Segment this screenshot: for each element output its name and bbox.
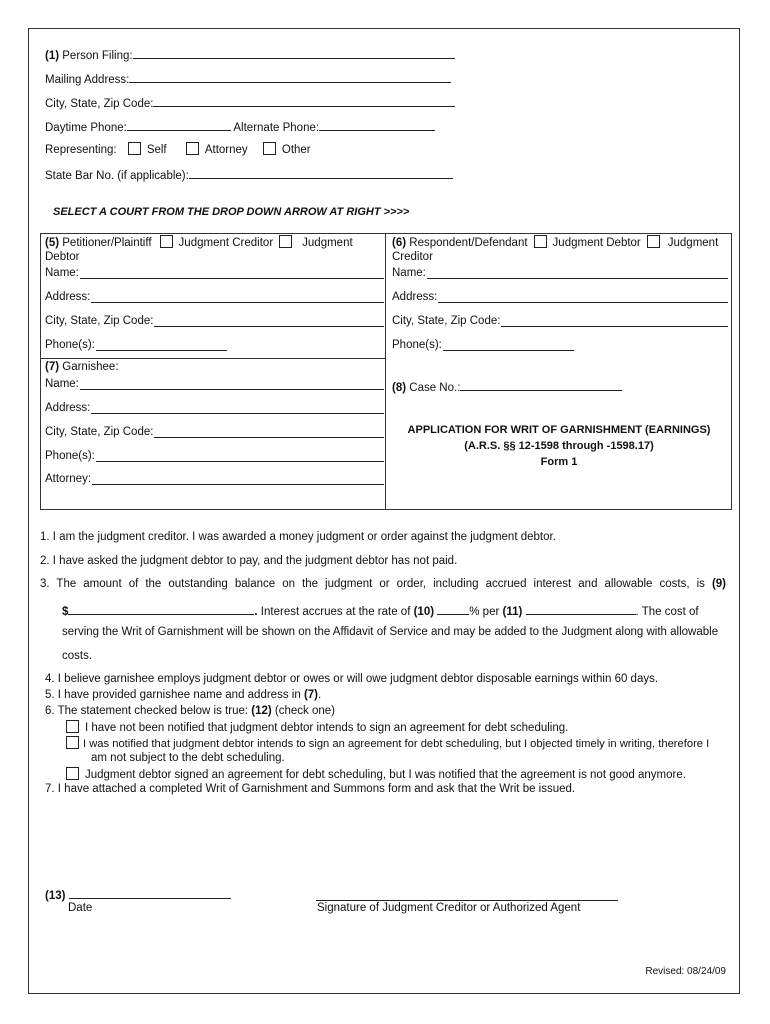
court-select-instruction: SELECT A COURT FROM THE DROP DOWN ARROW AT RIGHT >>>> [53, 206, 410, 218]
option-c-checkbox[interactable] [66, 767, 79, 780]
dollar-sign: $ [62, 606, 69, 618]
respondent-phone-row [392, 338, 574, 351]
petitioner-label: Petitioner/Plaintiff [59, 237, 152, 249]
option-c-label: Judgment debtor signed an agreement for debt scheduling, but I was notified that the agreement is not good anymore. [85, 769, 686, 781]
option-c-row [60, 767, 686, 781]
form-statute: (A.R.S. §§ 12-1598 through -1598.17) [464, 440, 654, 452]
respondent-opt2-cont: Creditor [392, 251, 433, 263]
option-a-checkbox[interactable] [66, 720, 79, 733]
person-filing-field[interactable] [133, 46, 455, 59]
respondent-name-field[interactable] [427, 266, 728, 279]
signature-row [45, 886, 231, 902]
other-checkbox[interactable] [263, 142, 276, 155]
petitioner-city-label: City, State, Zip Code: [45, 315, 154, 327]
garnishee-attorney-row [45, 472, 384, 485]
petitioner-opt2-cont: Debtor [45, 251, 80, 263]
petitioner-heading [45, 235, 353, 249]
option-b-cont: am not subject to the debt scheduling. [91, 752, 285, 764]
statement-4: 4. I believe garnishee employs judgment debtor or owes or will owe judgment debtor disposable earnings within 60 days. [45, 673, 659, 685]
daytime-phone-label: Daytime Phone: [45, 122, 127, 134]
petitioner-city-row [45, 314, 384, 327]
attorney-checkbox[interactable] [186, 142, 199, 155]
respondent-phone-label: Phone(s): [392, 339, 442, 351]
respondent-phone-field[interactable] [443, 338, 574, 351]
state-bar-label: State Bar No. (if applicable): [45, 170, 189, 182]
case-no-label: Case No.: [406, 382, 461, 394]
field-number: (10) [413, 606, 435, 618]
cost-text: . The cost of [635, 606, 699, 618]
respondent-address-label: Address: [392, 291, 438, 303]
attorney-label: Attorney [204, 144, 248, 156]
option-b-label: I was notified that judgment debtor intends to sign an agreement for debt scheduling, but I objected timely in writing, therefore I [83, 738, 710, 750]
representing-label: Representing: [45, 144, 117, 156]
respondent-opt1-label: Judgment Debtor [552, 237, 641, 249]
garnishee-city-label: City, State, Zip Code: [45, 426, 154, 438]
statement-5-text: 5. I have provided garnishee name and address in [45, 689, 301, 701]
petitioner-address-field[interactable] [91, 290, 384, 303]
statement-3-line-3: serving the Writ of Garnishment will be shown on the Affidavit of Service and may be added to the Judgment along with allowable [62, 626, 719, 638]
case-no-field[interactable] [460, 378, 622, 391]
grid-divider [385, 233, 386, 510]
revised-date: Revised: 08/24/09 [645, 966, 726, 977]
statement-6-check-one: (check one) [271, 705, 336, 717]
field-number: (5) [45, 237, 60, 249]
phone-row [45, 118, 435, 134]
self-checkbox[interactable] [128, 142, 141, 155]
petitioner-phone-label: Phone(s): [45, 339, 95, 351]
respondent-opt2-label: Judgment [667, 237, 719, 249]
city-state-zip-field[interactable] [153, 94, 455, 107]
statement-6-text: 6. The statement checked below is true: [45, 705, 249, 717]
city-state-zip-row [45, 94, 455, 110]
respondent-judgment-creditor-checkbox[interactable] [647, 235, 660, 248]
respondent-city-field[interactable] [501, 314, 728, 327]
statement-3-line-4: costs. [62, 650, 93, 662]
interest-period-field[interactable] [526, 602, 636, 615]
alternate-phone-label: Alternate Phone: [233, 122, 320, 134]
statement-3-text: 3. The amount of the outstanding balance on the judgment or order, including accrued interest and allowable costs, is [40, 578, 705, 590]
statement-3-line-1 [40, 578, 726, 590]
date-field[interactable] [69, 886, 231, 899]
period: . [254, 606, 258, 618]
respondent-name-label: Name: [392, 267, 426, 279]
statement-6 [45, 705, 335, 717]
garnishee-phone-label: Phone(s): [45, 450, 95, 462]
statement-2: 2. I have asked the judgment debtor to pay, and the judgment debtor has not paid. [40, 555, 458, 567]
balance-amount-field[interactable] [68, 602, 254, 615]
statement-5-end: . [318, 689, 322, 701]
statement-5 [45, 689, 321, 701]
interest-text: Interest accrues at the rate of [257, 606, 411, 618]
statement-3-line-2 [62, 602, 699, 618]
garnishee-phone-row [45, 449, 384, 462]
option-b-row [60, 736, 709, 750]
petitioner-city-field[interactable] [154, 314, 384, 327]
person-filing-row [45, 46, 455, 62]
field-number: (1) [45, 50, 60, 62]
field-number: (12) [251, 705, 272, 717]
respondent-address-row [392, 290, 728, 303]
petitioner-name-field[interactable] [80, 266, 384, 279]
field-number: (11) [502, 606, 523, 618]
garnishee-attorney-field[interactable] [92, 472, 384, 485]
date-label: Date [68, 902, 93, 914]
signature-label: Signature of Judgment Creditor or Authorized Agent [317, 902, 581, 914]
percent-per-text: % per [469, 606, 500, 618]
option-b-checkbox[interactable] [66, 736, 79, 749]
garnishee-address-row [45, 401, 384, 414]
garnishee-name-row [45, 377, 384, 390]
statement-7: 7. I have attached a completed Writ of Garnishment and Summons form and ask that the Writ be issued. [45, 783, 576, 795]
petitioner-address-row [45, 290, 384, 303]
field-number: (6) [392, 237, 407, 249]
field-number: (13) [45, 890, 66, 902]
form-number: Form 1 [540, 456, 578, 468]
city-state-zip-label: City, State, Zip Code: [45, 98, 154, 110]
garnishee-city-row [45, 425, 384, 438]
form-title: APPLICATION FOR WRIT OF GARNISHMENT (EARNINGS) [407, 424, 711, 436]
case-no-row [392, 378, 622, 394]
mailing-address-label: Mailing Address: [45, 74, 130, 86]
field-number: (7) [45, 361, 60, 373]
signature-field[interactable] [316, 899, 618, 901]
mailing-address-field[interactable] [129, 70, 451, 83]
petitioner-opt2-label: Judgment [302, 237, 353, 249]
respondent-city-label: City, State, Zip Code: [392, 315, 501, 327]
respondent-heading [392, 235, 718, 249]
grid-row-divider [40, 358, 386, 359]
state-bar-row [45, 166, 453, 182]
garnishee-heading [45, 361, 119, 373]
garnishee-address-field[interactable] [91, 401, 384, 414]
garnishee-phone-field[interactable] [96, 449, 384, 462]
option-a-row [60, 720, 568, 734]
petitioner-judgment-debtor-checkbox[interactable] [279, 235, 292, 248]
mailing-address-row [45, 70, 451, 86]
respondent-city-row [392, 314, 728, 327]
petitioner-phone-row [45, 338, 227, 351]
daytime-phone-field[interactable] [127, 118, 231, 131]
garnishee-name-field[interactable] [80, 377, 384, 390]
garnishee-label: Garnishee: [59, 361, 119, 373]
statement-1: 1. I am the judgment creditor. I was awarded a money judgment or order against the judgment debtor. [40, 531, 556, 543]
field-number: (8) [392, 382, 407, 394]
other-label: Other [281, 144, 311, 156]
self-label: Self [146, 144, 167, 156]
state-bar-field[interactable] [189, 166, 453, 179]
interest-rate-field[interactable] [437, 602, 469, 615]
representing-row [45, 142, 311, 156]
field-number: (9) [711, 578, 726, 590]
petitioner-name-label: Name: [45, 267, 79, 279]
petitioner-address-label: Address: [45, 291, 91, 303]
petitioner-name-row [45, 266, 384, 279]
respondent-address-field[interactable] [438, 290, 728, 303]
respondent-label: Respondent/Defendant [406, 237, 528, 249]
respondent-judgment-debtor-checkbox[interactable] [534, 235, 547, 248]
garnishee-address-label: Address: [45, 402, 91, 414]
field-number: (7) [303, 689, 318, 701]
alternate-phone-field[interactable] [319, 118, 435, 131]
person-filing-label: Person Filing: [59, 50, 133, 62]
petitioner-phone-field[interactable] [96, 338, 227, 351]
petitioner-opt1-label: Judgment Creditor [178, 237, 274, 249]
respondent-name-row [392, 266, 728, 279]
garnishee-city-field[interactable] [154, 425, 384, 438]
garnishee-name-label: Name: [45, 378, 79, 390]
petitioner-judgment-creditor-checkbox[interactable] [160, 235, 173, 248]
garnishee-attorney-label: Attorney: [45, 473, 92, 485]
option-a-label: I have not been notified that judgment debtor intends to sign an agreement for debt scheduling. [85, 722, 569, 734]
